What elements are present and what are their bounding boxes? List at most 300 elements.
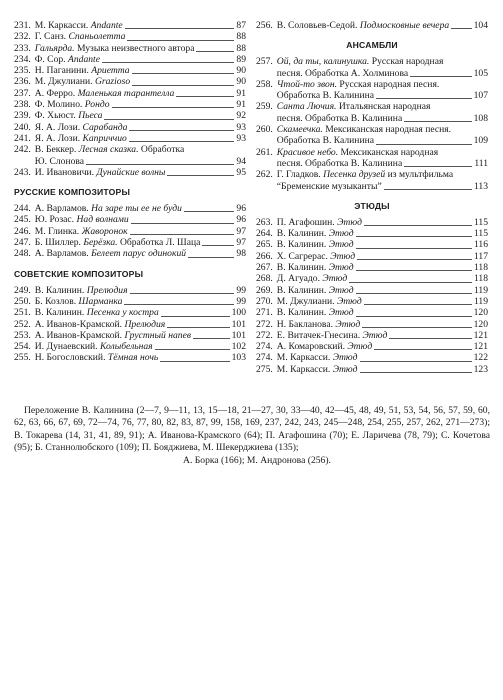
entry-author: В. Калинин. bbox=[276, 284, 327, 296]
entry-author: А. Иванов-Крамской. bbox=[34, 318, 123, 330]
entry-title: Колыбельная bbox=[99, 341, 153, 353]
entry-page: 115 bbox=[473, 228, 488, 240]
entry-page: 102 bbox=[231, 341, 246, 353]
entry-line bbox=[35, 214, 246, 225]
entry-number: 234. bbox=[14, 53, 31, 65]
entry-number: 258. bbox=[256, 78, 273, 90]
entry-author: В. Беккер. bbox=[34, 144, 77, 156]
entry-line bbox=[35, 352, 246, 363]
dot-leader bbox=[193, 338, 230, 339]
heading-ensembles: АНСАМБЛИ bbox=[346, 40, 398, 51]
entry-title: Этюд bbox=[328, 284, 354, 296]
entry-title: Этюд bbox=[347, 341, 373, 353]
entry-title-group bbox=[277, 124, 451, 135]
dot-leader bbox=[132, 73, 235, 74]
entry-line bbox=[35, 65, 246, 76]
entry-number: 238. bbox=[14, 99, 31, 111]
entry-text bbox=[277, 169, 488, 192]
entry-number: 241. bbox=[14, 132, 31, 144]
entry-page: 103 bbox=[231, 352, 246, 364]
toc-entry bbox=[14, 237, 246, 248]
entry-page: 117 bbox=[473, 250, 488, 262]
entry-page: 96 bbox=[236, 203, 246, 215]
entry-text bbox=[277, 20, 488, 31]
dot-leader bbox=[356, 293, 472, 294]
entry-author: Б. Козлов. bbox=[34, 295, 77, 307]
dot-leader bbox=[362, 327, 471, 328]
entry-title: Дунайские волны bbox=[96, 166, 166, 178]
dot-leader bbox=[127, 40, 234, 41]
dot-leader bbox=[357, 259, 472, 260]
entry-continuation: песня. Обработка В. Калинина bbox=[276, 157, 403, 169]
toc-entry bbox=[256, 330, 488, 341]
entry-line bbox=[35, 319, 246, 330]
entry-line bbox=[35, 43, 246, 54]
entry-title-group bbox=[35, 99, 110, 110]
entry-author: В. Калинин. bbox=[276, 262, 327, 274]
dot-leader bbox=[130, 293, 235, 294]
entry-page: 121 bbox=[473, 329, 488, 341]
entry-author: Б. Шиллер. bbox=[34, 237, 81, 249]
entry-subtitle: Русская народная bbox=[371, 56, 444, 68]
entry-page: 120 bbox=[473, 318, 488, 330]
entry-text bbox=[277, 124, 488, 147]
entry-author: Ю. Розас. bbox=[34, 214, 75, 226]
entry-title: Лесная сказка. bbox=[78, 144, 139, 156]
entry-title-group bbox=[277, 273, 347, 284]
entry-number: 257. bbox=[256, 56, 273, 68]
entry-line bbox=[35, 133, 246, 144]
entry-author: В. Калинин. bbox=[276, 228, 327, 240]
entry-text bbox=[277, 341, 488, 352]
entry-page: 105 bbox=[473, 67, 488, 79]
entry-title: Этюд bbox=[330, 250, 356, 262]
entry-title: Этюд bbox=[332, 352, 358, 364]
entry-author: Н. Богословский. bbox=[34, 352, 106, 364]
entry-number: 261. bbox=[256, 146, 273, 158]
entry-title-group bbox=[35, 214, 129, 225]
entry-page: 120 bbox=[473, 307, 488, 319]
dot-leader bbox=[102, 62, 234, 63]
entry-title: Белеет парус одинокий bbox=[91, 248, 187, 260]
entry-title-group bbox=[35, 43, 195, 54]
entry-number: 253. bbox=[14, 329, 31, 341]
entry-author: И. Дунаевский. bbox=[34, 341, 98, 353]
entry-number: 248. bbox=[14, 248, 31, 260]
entry-text bbox=[277, 262, 488, 273]
dot-leader bbox=[384, 189, 472, 190]
entry-number: 260. bbox=[256, 124, 273, 136]
entry-title: Тёмная ночь bbox=[107, 352, 159, 364]
entries-russian bbox=[14, 203, 246, 259]
entry-line bbox=[35, 167, 246, 178]
entry-text bbox=[277, 364, 488, 375]
entry-number: 272. bbox=[256, 329, 273, 341]
entry-page: 101 bbox=[231, 318, 246, 330]
entry-title-group bbox=[277, 228, 354, 239]
entry-title: Каприччио bbox=[82, 132, 127, 144]
entry-number: 251. bbox=[14, 307, 31, 319]
dot-leader bbox=[364, 225, 472, 226]
entry-text bbox=[35, 226, 246, 237]
entry-title-group bbox=[277, 285, 354, 296]
entries-ensembles bbox=[256, 56, 488, 192]
toc-entry bbox=[14, 352, 246, 363]
entry-number: 240. bbox=[14, 121, 31, 133]
dot-leader bbox=[124, 304, 234, 305]
dot-leader bbox=[196, 51, 234, 52]
entry-title: Песенка друзей bbox=[323, 169, 386, 181]
entry-title-group bbox=[35, 296, 123, 307]
entry-author: М. Каркасси. bbox=[276, 352, 331, 364]
entry-line bbox=[277, 158, 488, 169]
entry-number: 267. bbox=[256, 262, 273, 274]
entry-number: 236. bbox=[14, 76, 31, 88]
entry-title: Над волнами bbox=[76, 214, 129, 226]
entry-text bbox=[35, 110, 246, 121]
entry-text bbox=[35, 296, 246, 307]
entry-page: 122 bbox=[473, 352, 488, 364]
entry-text bbox=[35, 319, 246, 330]
entry-author: А. Иванов-Крамской. bbox=[34, 329, 123, 341]
entry-number: 269. bbox=[256, 284, 273, 296]
entry-title: Этюд bbox=[335, 318, 361, 330]
entry-line bbox=[277, 307, 488, 318]
entry-number: 271. bbox=[256, 307, 273, 319]
entry-page: 123 bbox=[473, 363, 488, 375]
entry-author: Ф. Молино. bbox=[34, 99, 83, 111]
toc-entry bbox=[256, 79, 488, 102]
entry-line bbox=[35, 248, 246, 259]
entry-title-group bbox=[277, 251, 355, 262]
entry-text bbox=[277, 296, 488, 307]
entry-title-group bbox=[277, 296, 362, 307]
entry-line bbox=[277, 352, 488, 363]
entry-number: 239. bbox=[14, 110, 31, 122]
entry-number: 232. bbox=[14, 31, 31, 43]
dot-leader bbox=[161, 316, 230, 317]
entry-text bbox=[35, 330, 246, 341]
entry-line bbox=[277, 68, 488, 79]
entry-title: Скамеечка. bbox=[276, 124, 323, 136]
entry-continuation: песня. Обработка В. Калинина bbox=[276, 112, 403, 124]
entry-title: Этюд bbox=[322, 273, 348, 285]
entry-line bbox=[277, 90, 488, 101]
dot-leader bbox=[129, 130, 234, 131]
entry-line bbox=[277, 273, 488, 284]
entry-number: 244. bbox=[14, 203, 31, 215]
dot-leader bbox=[410, 76, 471, 77]
entry-line bbox=[277, 262, 488, 273]
dot-leader bbox=[356, 270, 472, 271]
entry-title-group bbox=[277, 79, 439, 90]
entry-page: 95 bbox=[236, 166, 246, 178]
dot-leader bbox=[376, 144, 472, 145]
entry-text bbox=[277, 101, 488, 124]
entry-page: 111 bbox=[474, 157, 488, 169]
toc-entry bbox=[14, 122, 246, 133]
entry-title: Грустный напев bbox=[124, 329, 192, 341]
dot-leader bbox=[130, 234, 235, 235]
entry-title: Прелюдия bbox=[124, 318, 166, 330]
entry-continuation: “Бременские музыканты” bbox=[276, 180, 382, 192]
entry-page: 119 bbox=[473, 295, 488, 307]
entry-author: И. Ивановичи. bbox=[34, 166, 95, 178]
entry-title-group bbox=[277, 262, 354, 273]
toc-entry bbox=[14, 76, 246, 87]
entry-number: 263. bbox=[256, 216, 273, 228]
toc-entry bbox=[14, 285, 246, 296]
entry-number: 233. bbox=[14, 42, 31, 54]
entry-text bbox=[277, 147, 488, 170]
entry-number: 272. bbox=[256, 318, 273, 330]
entry-line bbox=[35, 88, 246, 99]
entry-author: В. Калинин. bbox=[276, 307, 327, 319]
entry-title-group bbox=[35, 122, 128, 133]
dot-leader bbox=[376, 98, 472, 99]
entry-page: 93 bbox=[236, 132, 246, 144]
dot-leader bbox=[155, 349, 230, 350]
entry-number: 242. bbox=[14, 144, 31, 156]
entry-number: 274. bbox=[256, 352, 273, 364]
entry-text bbox=[35, 203, 246, 214]
entry-title-group bbox=[35, 341, 153, 352]
entry-number: 270. bbox=[256, 295, 273, 307]
toc-entry bbox=[14, 144, 246, 167]
toc-entry bbox=[14, 167, 246, 178]
entry-text bbox=[35, 133, 246, 144]
entry-continuation: Обработка В. Калинина bbox=[276, 90, 374, 102]
toc-entry bbox=[14, 203, 246, 214]
dot-leader bbox=[86, 164, 234, 165]
entry-number: 243. bbox=[14, 166, 31, 178]
entry-title-group bbox=[35, 307, 159, 318]
entry-line bbox=[277, 169, 488, 180]
entry-number: 256. bbox=[256, 20, 273, 31]
toc-entry bbox=[256, 341, 488, 352]
entry-subtitle: Мексиканская народная песня. bbox=[325, 124, 452, 136]
dot-leader bbox=[451, 28, 471, 29]
entry-line bbox=[277, 147, 488, 158]
entry-title: Сарабанда bbox=[82, 121, 128, 133]
entry-text bbox=[277, 352, 488, 363]
dot-leader bbox=[167, 327, 229, 328]
entry-page: 94 bbox=[236, 155, 246, 167]
entry-page: 116 bbox=[473, 239, 488, 251]
dot-leader bbox=[349, 282, 472, 283]
entry-title: Этюд bbox=[332, 363, 358, 375]
entry-author: М. Каркасси. bbox=[34, 20, 89, 31]
entry-page: 100 bbox=[231, 307, 246, 319]
dot-leader bbox=[360, 361, 472, 362]
toc-entry bbox=[256, 352, 488, 363]
entry-number: 237. bbox=[14, 87, 31, 99]
entry-line bbox=[35, 226, 246, 237]
entry-line bbox=[277, 217, 488, 228]
entry-author: Х. Сагрерас. bbox=[276, 250, 328, 262]
entry-title-group bbox=[35, 352, 158, 363]
entry-author: Я. А. Лози. bbox=[34, 132, 81, 144]
entry-page: 88 bbox=[236, 42, 246, 54]
heading-etudes: ЭТЮДЫ bbox=[354, 200, 390, 211]
entry-title-group bbox=[35, 88, 175, 99]
entry-author: Н. Бакланова. bbox=[276, 318, 333, 330]
entry-author: Ф. Сор. bbox=[34, 53, 66, 65]
dot-leader bbox=[188, 257, 234, 258]
entries-etudes bbox=[256, 217, 488, 375]
toc-entry bbox=[14, 43, 246, 54]
entry-title: Andante bbox=[67, 53, 100, 65]
entry-line bbox=[35, 156, 246, 167]
entry-line bbox=[277, 135, 488, 146]
entry-title-group bbox=[35, 65, 130, 76]
entry-text bbox=[35, 43, 246, 54]
entry-title: Маленькая тарантелла bbox=[77, 87, 175, 99]
entry-text bbox=[35, 352, 246, 363]
entry-page: 121 bbox=[473, 341, 488, 353]
entry-text bbox=[277, 330, 488, 341]
entry-text bbox=[277, 273, 488, 284]
entry-title-group bbox=[35, 248, 186, 259]
entry-text bbox=[35, 307, 246, 318]
entry-page: 108 bbox=[473, 112, 488, 124]
dot-leader bbox=[167, 175, 234, 176]
entry-line bbox=[277, 181, 488, 192]
entry-title: Жаворонок bbox=[81, 225, 128, 237]
entry-text bbox=[35, 341, 246, 352]
entries-soviet bbox=[14, 285, 246, 364]
entry-page: 118 bbox=[473, 262, 488, 274]
entry-line bbox=[35, 296, 246, 307]
entry-page: 99 bbox=[236, 284, 246, 296]
entry-text bbox=[35, 122, 246, 133]
entry-text bbox=[35, 214, 246, 225]
entry-line bbox=[35, 31, 246, 42]
entry-page: 104 bbox=[473, 20, 488, 31]
entry-number: 268. bbox=[256, 273, 273, 285]
entry-page: 107 bbox=[473, 90, 488, 102]
dot-leader bbox=[104, 119, 234, 120]
entry-subtitle: Итальянская народная bbox=[338, 101, 431, 113]
entry-page: 92 bbox=[236, 110, 246, 122]
toc-entry bbox=[14, 20, 246, 31]
dot-leader bbox=[374, 349, 471, 350]
entry-number: 255. bbox=[14, 352, 31, 364]
entry-number: 274. bbox=[256, 341, 273, 353]
entry-line bbox=[277, 364, 488, 375]
dot-leader bbox=[389, 338, 471, 339]
dot-leader bbox=[125, 28, 235, 29]
entry-author: А. Комаровский. bbox=[276, 341, 345, 353]
toc-entry bbox=[14, 248, 246, 259]
entry-line bbox=[277, 239, 488, 250]
entry-text bbox=[35, 76, 246, 87]
entries-foreign bbox=[14, 20, 246, 178]
entry-page: 99 bbox=[236, 295, 246, 307]
entry-line bbox=[35, 341, 246, 352]
entry-page: 96 bbox=[236, 214, 246, 226]
entry-continuation: Обработка В. Калинина bbox=[276, 135, 374, 147]
entry-title: Этюд bbox=[328, 307, 354, 319]
entry-page: 90 bbox=[236, 76, 246, 88]
toc-entry bbox=[14, 110, 246, 121]
entry-number: 231. bbox=[14, 20, 31, 31]
entry-page: 89 bbox=[236, 53, 246, 65]
entry-line bbox=[35, 237, 246, 248]
entry-line bbox=[35, 285, 246, 296]
entry-title: Подмосковные вечера bbox=[359, 20, 450, 31]
entries-soviet-continued bbox=[256, 20, 488, 31]
entry-line bbox=[35, 76, 246, 87]
entry-author: А. Варламов. bbox=[34, 203, 89, 215]
arrangement-note-last-line: А. Борка (166); М. Андронова (256). bbox=[183, 454, 331, 466]
entry-page: 90 bbox=[236, 65, 246, 77]
entry-title-group bbox=[277, 169, 453, 180]
entry-page: 101 bbox=[231, 329, 246, 341]
entry-page: 118 bbox=[473, 273, 488, 285]
entry-line bbox=[277, 124, 488, 135]
entry-title-group bbox=[277, 101, 431, 112]
entry-text bbox=[35, 248, 246, 259]
entry-text bbox=[35, 20, 246, 31]
toc-entry bbox=[14, 341, 246, 352]
dot-leader bbox=[202, 245, 234, 246]
entry-page: 87 bbox=[236, 20, 246, 31]
entry-text bbox=[277, 79, 488, 102]
right-column bbox=[256, 20, 488, 375]
entry-number: 265. bbox=[256, 239, 273, 251]
entry-title-group bbox=[35, 20, 123, 31]
toc-entry bbox=[256, 56, 488, 79]
toc-entry bbox=[14, 88, 246, 99]
entry-text bbox=[35, 65, 246, 76]
entry-page: 97 bbox=[236, 237, 246, 249]
entry-title-group bbox=[277, 307, 354, 318]
toc-entry bbox=[256, 307, 488, 318]
left-column bbox=[14, 20, 246, 364]
entry-page: 115 bbox=[473, 216, 488, 228]
entry-title: Andante bbox=[90, 20, 123, 31]
entry-author: П. Агафошин. bbox=[276, 216, 335, 228]
entry-text bbox=[277, 285, 488, 296]
entry-line bbox=[277, 101, 488, 112]
entry-title: Красивое небо. bbox=[276, 146, 339, 158]
entry-author: А. Варламов. bbox=[34, 248, 89, 260]
entry-title: Ариетта bbox=[91, 65, 130, 77]
entry-subtitle: Обработка Л. Шаца bbox=[119, 237, 201, 249]
entry-author: Г. Санз. bbox=[34, 31, 67, 43]
entry-title: Шарманка bbox=[78, 295, 123, 307]
entry-line bbox=[35, 307, 246, 318]
entry-author: М. Джулиани. bbox=[276, 295, 335, 307]
entry-text bbox=[277, 217, 488, 228]
dot-leader bbox=[356, 316, 472, 317]
entry-number: 249. bbox=[14, 284, 31, 296]
entry-page: 119 bbox=[473, 284, 488, 296]
entry-title: Чтой-то звон. bbox=[276, 78, 337, 90]
toc-entry bbox=[14, 226, 246, 237]
entry-text bbox=[35, 237, 246, 248]
entry-number: 254. bbox=[14, 341, 31, 353]
toc-entry bbox=[256, 285, 488, 296]
entry-text bbox=[35, 31, 246, 42]
entry-line bbox=[35, 122, 246, 133]
toc-entry bbox=[256, 251, 488, 262]
entry-title-group bbox=[35, 237, 201, 248]
entry-title-group bbox=[35, 285, 128, 296]
entry-author: А. Ферро. bbox=[34, 87, 76, 99]
toc-entry bbox=[256, 101, 488, 124]
